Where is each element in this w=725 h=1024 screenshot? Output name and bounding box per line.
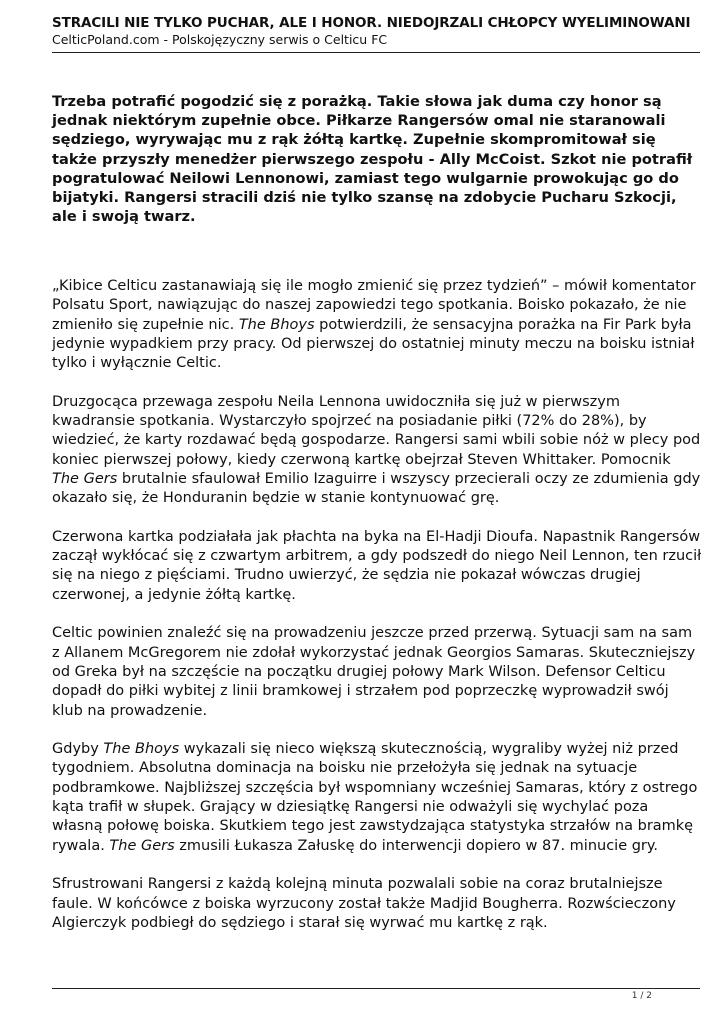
- paragraph-emphasis: The Bhoys: [238, 316, 315, 333]
- paragraph-emphasis: The Gers: [109, 837, 175, 854]
- article-paragraph-4: Celtic powinien znaleźć się na prowadzeniu jeszcze przed przerwą. Sytuacji sam na sam z Allanem McGregorem nie zdołał wykorzystać jednak Georgios Samaras. Skuteczniejszy od Greka był na szczęście na początku drugiej połowy Mark Wilson. Defensor Celticu dopadł do piłki wybitej z linii bramkowej i strzałem pod poprzeczkę wyprowadził swój klub na prowadzenie.: [52, 625, 696, 719]
- paragraph-text: brutalnie sfaulował Emilio Izaguirre i wszyscy przecierali oczy ze zdumienia gdy okazało się, że Honduranin będzie w stanie kontynuować grę.: [52, 470, 701, 507]
- paragraph-text: wykazali się nieco większą skutecznością, wygraliby wyżej niż przed tygodniem. Absolutna dominacja na boisku nie przełożyła się jednak na sytuacje podbramkowe. Najbliższej szczęścia był wspomniany wcześniej Samaras, który z ostrego kąta trafił w słupek. Grający w dziesiątkę Rangersi nie odważyli się wychylać poza własną połowę boiska. Skutkiem tego jest zawstydzająca statystyka strzałów na bramkę rywala.: [52, 741, 698, 854]
- header-divider: [52, 52, 700, 53]
- document-subtitle: CelticPoland.com - Polskojęzyczny serwis o Celticu FC: [52, 32, 388, 47]
- article-paragraph-3: Czerwona kartka podziałała jak płachta na byka na El-Hadji Dioufa. Napastnik Rangersów zaczął wykłócać się z czwartym arbitrem, a gdy podszedł do niego Neil Lennon, ten rzucił się na niego z pięściami. Trudno uwierzyć, że sędzia nie pokazał wówczas drugiej czerwonej, a jedynie żółtą kartkę.: [52, 528, 702, 603]
- article-paragraph-6: Sfrustrowani Rangersi z każdą kolejną minuta pozwalali sobie na coraz brutalniejsze faule. W końcówce z boiska wyrzucony został także Madjid Bougherra. Rozwścieczony Algierczyk podbiegł do sędziego i starał się wyrwać mu kartkę z rąk.: [52, 876, 676, 931]
- paragraph-text: „Kibice Celticu zastanawiają się ile mogło zmienić się przez tydzień” – mówił komentator Polsatu Sport, nawiązując do naszej zapowiedzi tego spotkania. Boisko pokazało, że nie zmieniło się zupełnie nic.: [52, 278, 696, 333]
- article-paragraph-1: [52, 277, 702, 373]
- paragraph-text: zmusili Łukasza Załuskę do interwencji dopiero w 87. minucie gry.: [174, 837, 659, 854]
- paragraph-emphasis: The Gers: [52, 470, 118, 487]
- article-paragraph-2: [52, 393, 702, 509]
- page-number: 1 / 2: [631, 991, 652, 1001]
- footer-divider: [52, 988, 700, 989]
- document-title: STRACILI NIE TYLKO PUCHAR, ALE I HONOR. NIEDOJRZALI CHŁOPCY WYELIMINOWANI: [52, 15, 691, 31]
- paragraph-emphasis: The Bhoys: [103, 741, 180, 758]
- article-body: [52, 277, 702, 952]
- paragraph-text: Druzgocąca przewaga zespołu Neila Lennona uwidoczniła się już w pierwszym kwadransie spotkania. Wystarczyło spojrzeć na posiadanie piłki (72% do 28%), by wiedzieć, że karty rozdawać będą gospodarze. Rangersi sami wbili sobie nóż w plecy pod koniec pierwszej połowy, kiedy czerwoną kartkę obejrzał Steven Whittaker. Pomocnik: [52, 393, 701, 468]
- paragraph-text: potwierdzili, że sensacyjna porażka na Fir Park była jedynie wypadkiem przy pracy. Od pierwszej do ostatniej minuty meczu na boisku istniał tylko i wyłącznie Celtic.: [52, 316, 695, 372]
- paragraph-text: Gdyby: [52, 741, 104, 758]
- article-paragraph-5: [52, 740, 702, 856]
- lead-paragraph: Trzeba potrafić pogodzić się z porażką. Takie słowa jak duma czy honor są jednak niektórym zupełnie obce. Piłkarze Rangersów omal nie staranowali sędziego, wyrywając mu z rąk żółtą kartkę. Zupełnie skompromitował się także przyszły menedżer pierwszego zespołu - Ally McCoist. Szkot nie potrafił pogratulować Neilowi Lennonowi, zamiast tego wulgarnie prowokując go do bijatyki. Rangersi stracili dziś nie tylko szansę na zdobycie Pucharu Szkocji, ale i swoją twarz.: [52, 93, 693, 226]
- document-header: [52, 15, 700, 48]
